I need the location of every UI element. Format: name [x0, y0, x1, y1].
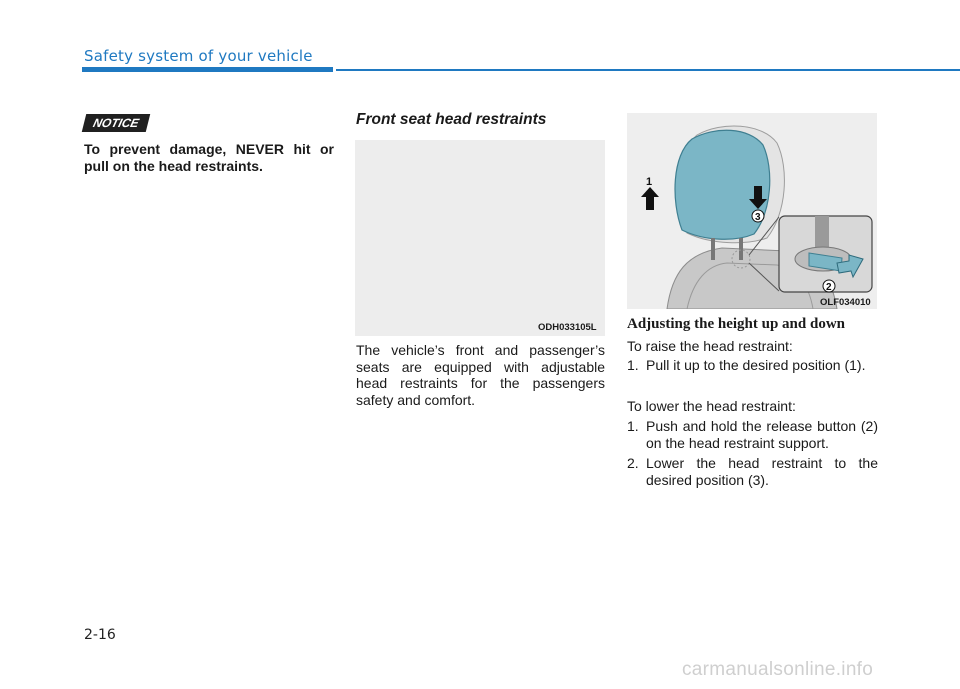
header-bar-thick — [82, 67, 333, 72]
raise-label: To raise the head restraint: — [627, 338, 793, 354]
step-text: Pull it up to the desired position (1). — [646, 357, 866, 373]
step-number: 1. — [627, 357, 639, 373]
step-text: Lower the head restraint to the desired position (3). — [646, 455, 878, 488]
step-number: 1. — [627, 418, 639, 434]
notice-text: To prevent damage, NEVER hit or pull on the head restraints. — [84, 141, 334, 174]
step-number: 2. — [627, 455, 639, 471]
lower-label: To lower the head restraint: — [627, 398, 796, 414]
adjusting-height-title: Adjusting the height up and down — [627, 316, 845, 332]
front-seat-title: Front seat head restraints — [356, 111, 547, 128]
section-header-title: Safety system of your vehicle — [84, 47, 313, 65]
notice-badge: NOTICE — [82, 114, 150, 132]
watermark: carmanualsonline.info — [682, 659, 874, 680]
header-bar-thin — [336, 69, 960, 71]
head-restraint-illustration — [627, 113, 877, 309]
front-seat-image-caption: ODH033105L — [538, 322, 597, 333]
callout-label-3: 3 — [755, 212, 761, 223]
lower-step-1 — [627, 418, 878, 451]
lower-step-2 — [627, 455, 878, 488]
step-text: Push and hold the release button (2) on the head restraint support. — [646, 418, 878, 451]
raise-step-1 — [627, 357, 878, 374]
head-restraint-drawing — [627, 113, 877, 309]
head-restraint-image-caption: OLF034010 — [820, 297, 871, 308]
callout-label-1: 1 — [646, 176, 653, 188]
front-seat-image-placeholder — [355, 140, 605, 336]
front-seat-description: The vehicle’s front and passenger’s seats are equipped with adjustable head restraints for the passengers safety and comfort. — [356, 342, 605, 408]
page-number: 2-16 — [84, 627, 116, 643]
callout-label-2: 2 — [826, 282, 832, 293]
